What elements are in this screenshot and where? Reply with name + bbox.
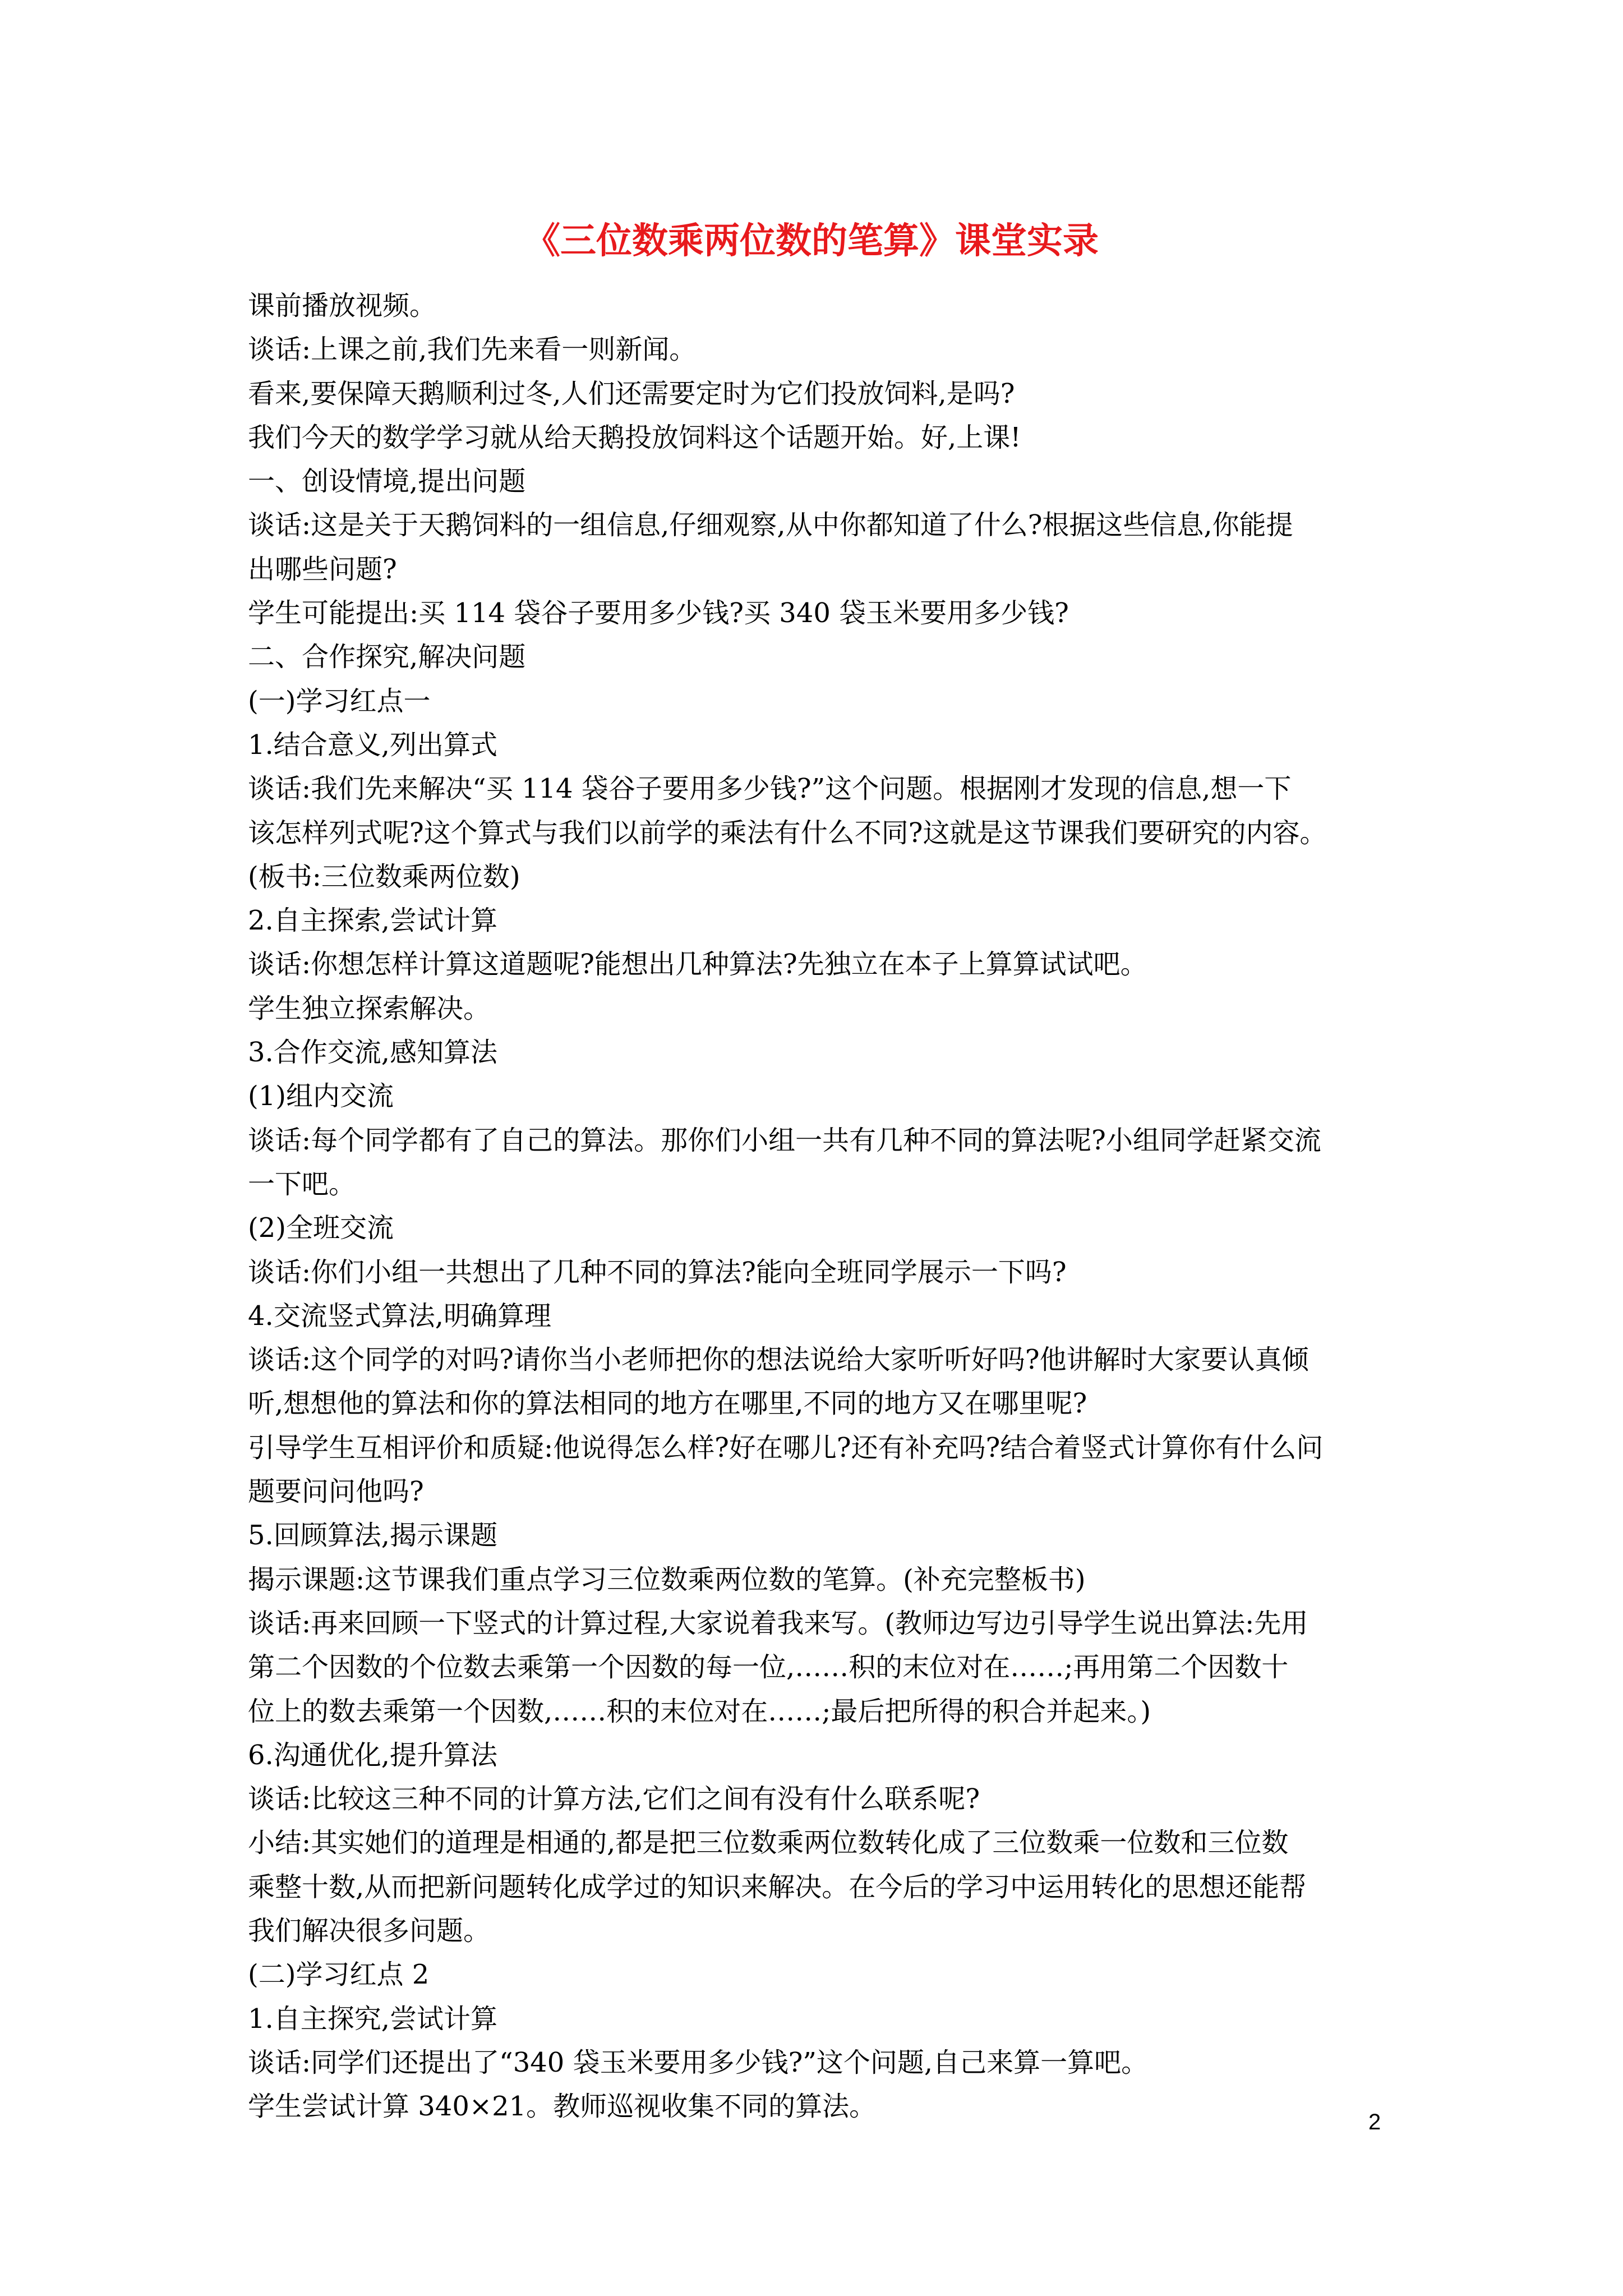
- text-line: 1.自主探究,尝试计算: [248, 2003, 498, 2035]
- text-line: (1)组内交流: [248, 1080, 394, 1112]
- text-line: 我们今天的数学学习就从给天鹅投放饲料这个话题开始。好,上课!: [248, 421, 1021, 453]
- text-line: (2)全班交流: [248, 1212, 394, 1244]
- text-line: 5.回顾算法,揭示课题: [248, 1520, 498, 1552]
- text-line: (板书:三位数乘两位数): [248, 861, 520, 892]
- text-line: 4.交流竖式算法,明确算理: [248, 1300, 552, 1332]
- text-line: 谈话:你想怎样计算这道题呢?能想出几种算法?先独立在本子上算算试试吧。: [248, 949, 1147, 981]
- text-line: 引导学生互相评价和质疑:他说得怎么样?好在哪儿?还有补充吗?结合着竖式计算你有什么问: [248, 1432, 1324, 1464]
- text-line: 揭示课题:这节课我们重点学习三位数乘两位数的笔算。(补充完整板书): [248, 1563, 1086, 1595]
- text-line: 谈话:每个同学都有了自己的算法。那你们小组一共有几种不同的算法呢?小组同学赶紧交流: [248, 1124, 1321, 1156]
- text-line: 听,想想他的算法和你的算法相同的地方在哪里,不同的地方又在哪里呢?: [248, 1388, 1087, 1420]
- text-line: 学生独立探索解决。: [248, 992, 491, 1024]
- text-line: 乘整十数,从而把新问题转化成学过的知识来解决。在今后的学习中运用转化的思想还能帮: [248, 1871, 1307, 1903]
- text-line: (一)学习红点一: [248, 685, 431, 717]
- text-line: 2.自主探索,尝试计算: [248, 905, 498, 937]
- text-line: 谈话:上课之前,我们先来看一则新闻。: [248, 334, 697, 366]
- text-line: 题要问问他吗?: [248, 1476, 424, 1508]
- text-line: 谈话:同学们还提出了“340 袋玉米要用多少钱?”这个问题,自己来算一算吧。: [248, 2046, 1149, 2078]
- text-line: 谈话:我们先来解决“买 114 袋谷子要用多少钱?”这个问题。根据刚才发现的信息,想一下: [248, 773, 1292, 805]
- text-line: 课前播放视频。: [248, 290, 437, 321]
- text-line: 一下吧。: [248, 1168, 356, 1200]
- text-line: 3.合作交流,感知算法: [248, 1037, 498, 1069]
- document-body: [248, 284, 1409, 2128]
- text-line: 第二个因数的个位数去乘第一个因数的每一位,……积的末位对在……;再用第二个因数十: [248, 1651, 1289, 1683]
- text-line: 谈话:你们小组一共想出了几种不同的算法?能向全班同学展示一下吗?: [248, 1256, 1067, 1288]
- text-line: 学生可能提出:买 114 袋谷子要用多少钱?买 340 袋玉米要用多少钱?: [248, 597, 1069, 629]
- text-line: 一、创设情境,提出问题: [248, 466, 526, 498]
- text-line: 小结:其实她们的道理是相通的,都是把三位数乘两位数转化成了三位数乘一位数和三位数: [248, 1827, 1289, 1859]
- text-line: 谈话:再来回顾一下竖式的计算过程,大家说着我来写。(教师边写边引导学生说出算法:先用: [248, 1607, 1308, 1639]
- text-line: 看来,要保障天鹅顺利过冬,人们还需要定时为它们投放饲料,是吗?: [248, 378, 1015, 409]
- text-line: 谈话:比较这三种不同的计算方法,它们之间有没有什么联系呢?: [248, 1783, 980, 1815]
- text-line: 6.沟通优化,提升算法: [248, 1739, 498, 1771]
- text-line: (二)学习红点 2: [248, 1959, 430, 1991]
- page-number: 2: [1368, 2110, 1381, 2134]
- text-line: 谈话:这个同学的对吗?请你当小老师把你的想法说给大家听听好吗?他讲解时大家要认真倾: [248, 1344, 1309, 1376]
- text-line: 我们解决很多问题。: [248, 1915, 491, 1947]
- text-line: 出哪些问题?: [248, 553, 397, 585]
- document-title: 《三位数乘两位数的笔算》课堂实录: [524, 220, 1099, 262]
- text-line: 二、合作探究,解决问题: [248, 641, 526, 673]
- text-line: 该怎样列式呢?这个算式与我们以前学的乘法有什么不同?这就是这节课我们要研究的内容。: [248, 817, 1327, 849]
- text-line: 位上的数去乘第一个因数,……积的末位对在……;最后把所得的积合并起来。): [248, 1695, 1151, 1727]
- text-line: 谈话:这是关于天鹅饲料的一组信息,仔细观察,从中你都知道了什么?根据这些信息,你能提: [248, 509, 1293, 541]
- text-line: 学生尝试计算 340×21。教师巡视收集不同的算法。: [248, 2091, 877, 2123]
- text-line: 1.结合意义,列出算式: [248, 729, 498, 761]
